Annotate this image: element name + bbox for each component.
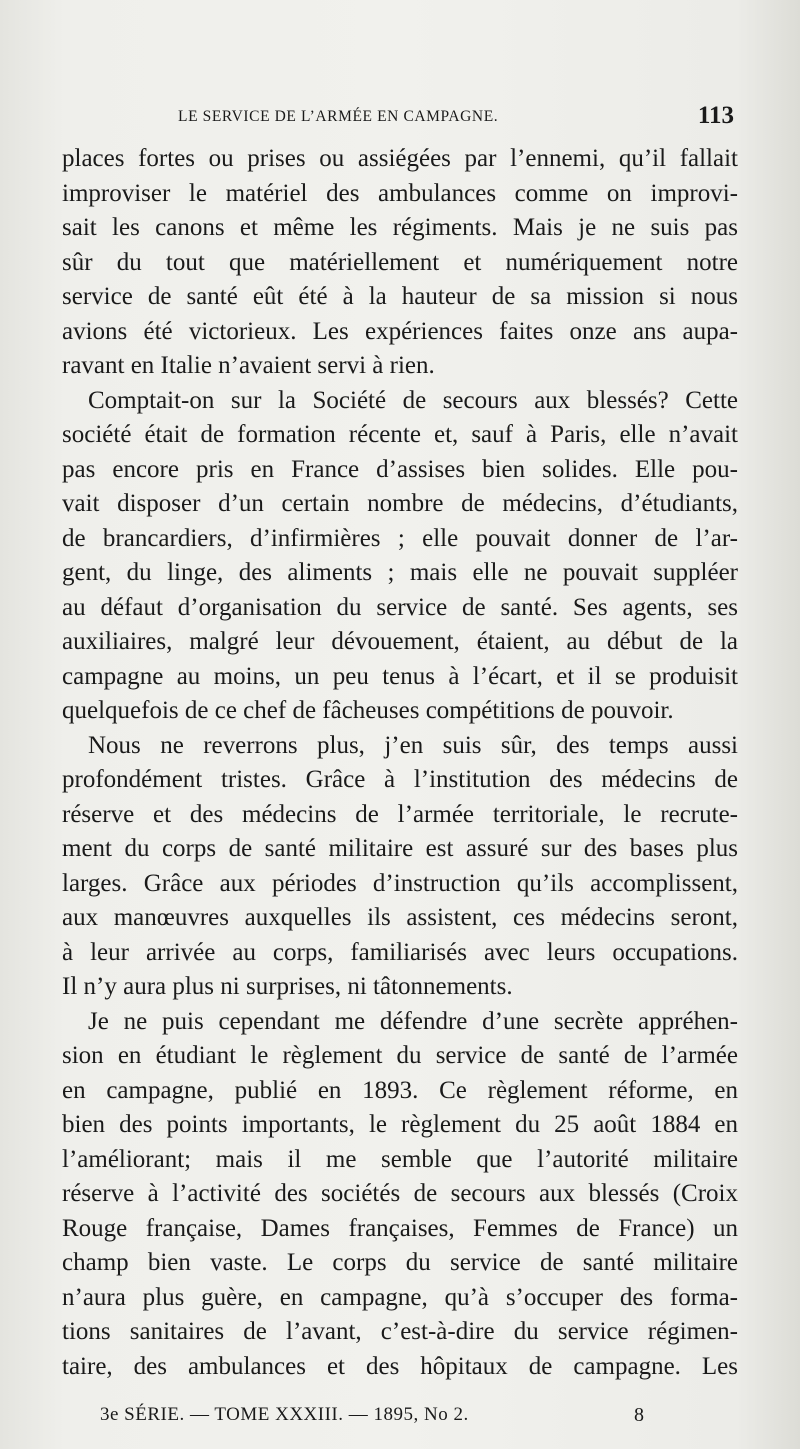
text-line: service de santé eût été à la hauteur de sa mission si nous <box>62 283 738 310</box>
text-line: quelquefois de ce chef de fâcheuses compétitions de pouvoir. <box>62 697 674 724</box>
text-line: réserve à l’activité des sociétés de secours aux blessés (Croix <box>62 1180 738 1207</box>
text-line: vait disposer d’un certain nombre de médecins, d’étudiants, <box>62 490 738 517</box>
text-line: tions sanitaires de l’avant, c’est-à-dire du service régimen- <box>62 1318 738 1345</box>
text-line: Rouge française, Dames françaises, Femmes de France) un <box>62 1214 738 1242</box>
text-line: Comptait-on sur la Société de secours aux blessés? Cette <box>88 386 738 414</box>
text-line: réserve et des médecins de l’armée territoriale, le recrute- <box>62 800 738 828</box>
text-line: larges. Grâce aux périodes d’instruction qu’ils accomplissent, <box>62 869 738 897</box>
text-line: société était de formation récente et, sauf à Paris, elle n’avait <box>62 421 738 448</box>
text-line: Nous ne reverrons plus, j’en suis sûr, des temps aussi <box>88 731 738 759</box>
text-line: l’améliorant; mais il me semble que l’autorité militaire <box>62 1145 738 1173</box>
text-line: avions été victorieux. Les expériences faites onze ans aupa- <box>62 317 738 345</box>
text-line: aux manœuvres auxquelles ils assistent, ces médecins seront, <box>62 904 738 931</box>
text-line: sûr du tout que matériellement et numériquement notre <box>62 248 738 276</box>
text-line: au défaut d’organisation du service de santé. Ses agents, ses <box>62 593 738 621</box>
text-line: ment du corps de santé militaire est assuré sur des bases plus <box>62 835 738 862</box>
text-line: Il n’y aura plus ni surprises, ni tâtonnements. <box>62 973 513 1000</box>
text-line: places fortes ou prises ou assiégées par l’ennemi, qu’il fallait <box>62 145 738 172</box>
text-line: profondément tristes. Grâce à l’institution des médecins de <box>62 766 738 793</box>
page-footer <box>100 1404 660 1434</box>
text-line: campagne au moins, un peu tenus à l’écart, et il se produisit <box>62 662 738 690</box>
page-number: 113 <box>697 102 734 129</box>
text-line: gent, du linge, des aliments ; mais elle ne pouvait suppléer <box>62 559 738 586</box>
text-line: sion en étudiant le règlement du service de santé de l’armée <box>62 1042 738 1069</box>
body-text <box>62 142 738 1384</box>
series-info: 3e SÉRIE. — TOME XXXIII. — 1895, No 2. <box>100 1404 469 1425</box>
text-line: de brancardiers, d’infirmières ; elle pouvait donner de l’ar- <box>62 524 738 552</box>
text-line: n’aura plus guère, en campagne, qu’à s’occuper des forma- <box>62 1283 738 1311</box>
text-line: sait les canons et même les régiments. Mais je ne suis pas <box>62 214 738 241</box>
signature-mark: 8 <box>634 1404 644 1426</box>
running-title: LE SERVICE DE L’ARMÉE EN CAMPAGNE. <box>178 108 499 125</box>
text-line: à leur arrivée au corps, familiarisés avec leurs occupations. <box>62 938 738 966</box>
text-line: ravant en Italie n’avaient servi à rien. <box>62 352 435 379</box>
text-line: taire, des ambulances et des hôpitaux de campagne. Les <box>62 1352 738 1380</box>
page-header <box>178 100 738 136</box>
text-line: pas encore pris en France d’assises bien solides. Elle pou- <box>62 455 738 483</box>
text-line: champ bien vaste. Le corps du service de santé militaire <box>62 1249 738 1276</box>
text-line: en campagne, publié en 1893. Ce règlement réforme, en <box>62 1076 738 1104</box>
text-line: bien des points importants, le règlement du 25 août 1884 en <box>62 1111 738 1138</box>
text-line: auxiliaires, malgré leur dévouement, étaient, au début de la <box>62 628 738 655</box>
text-line: Je ne puis cependant me défendre d’une secrète appréhen- <box>88 1007 738 1035</box>
text-line: improviser le matériel des ambulances comme on improvi- <box>62 179 738 207</box>
